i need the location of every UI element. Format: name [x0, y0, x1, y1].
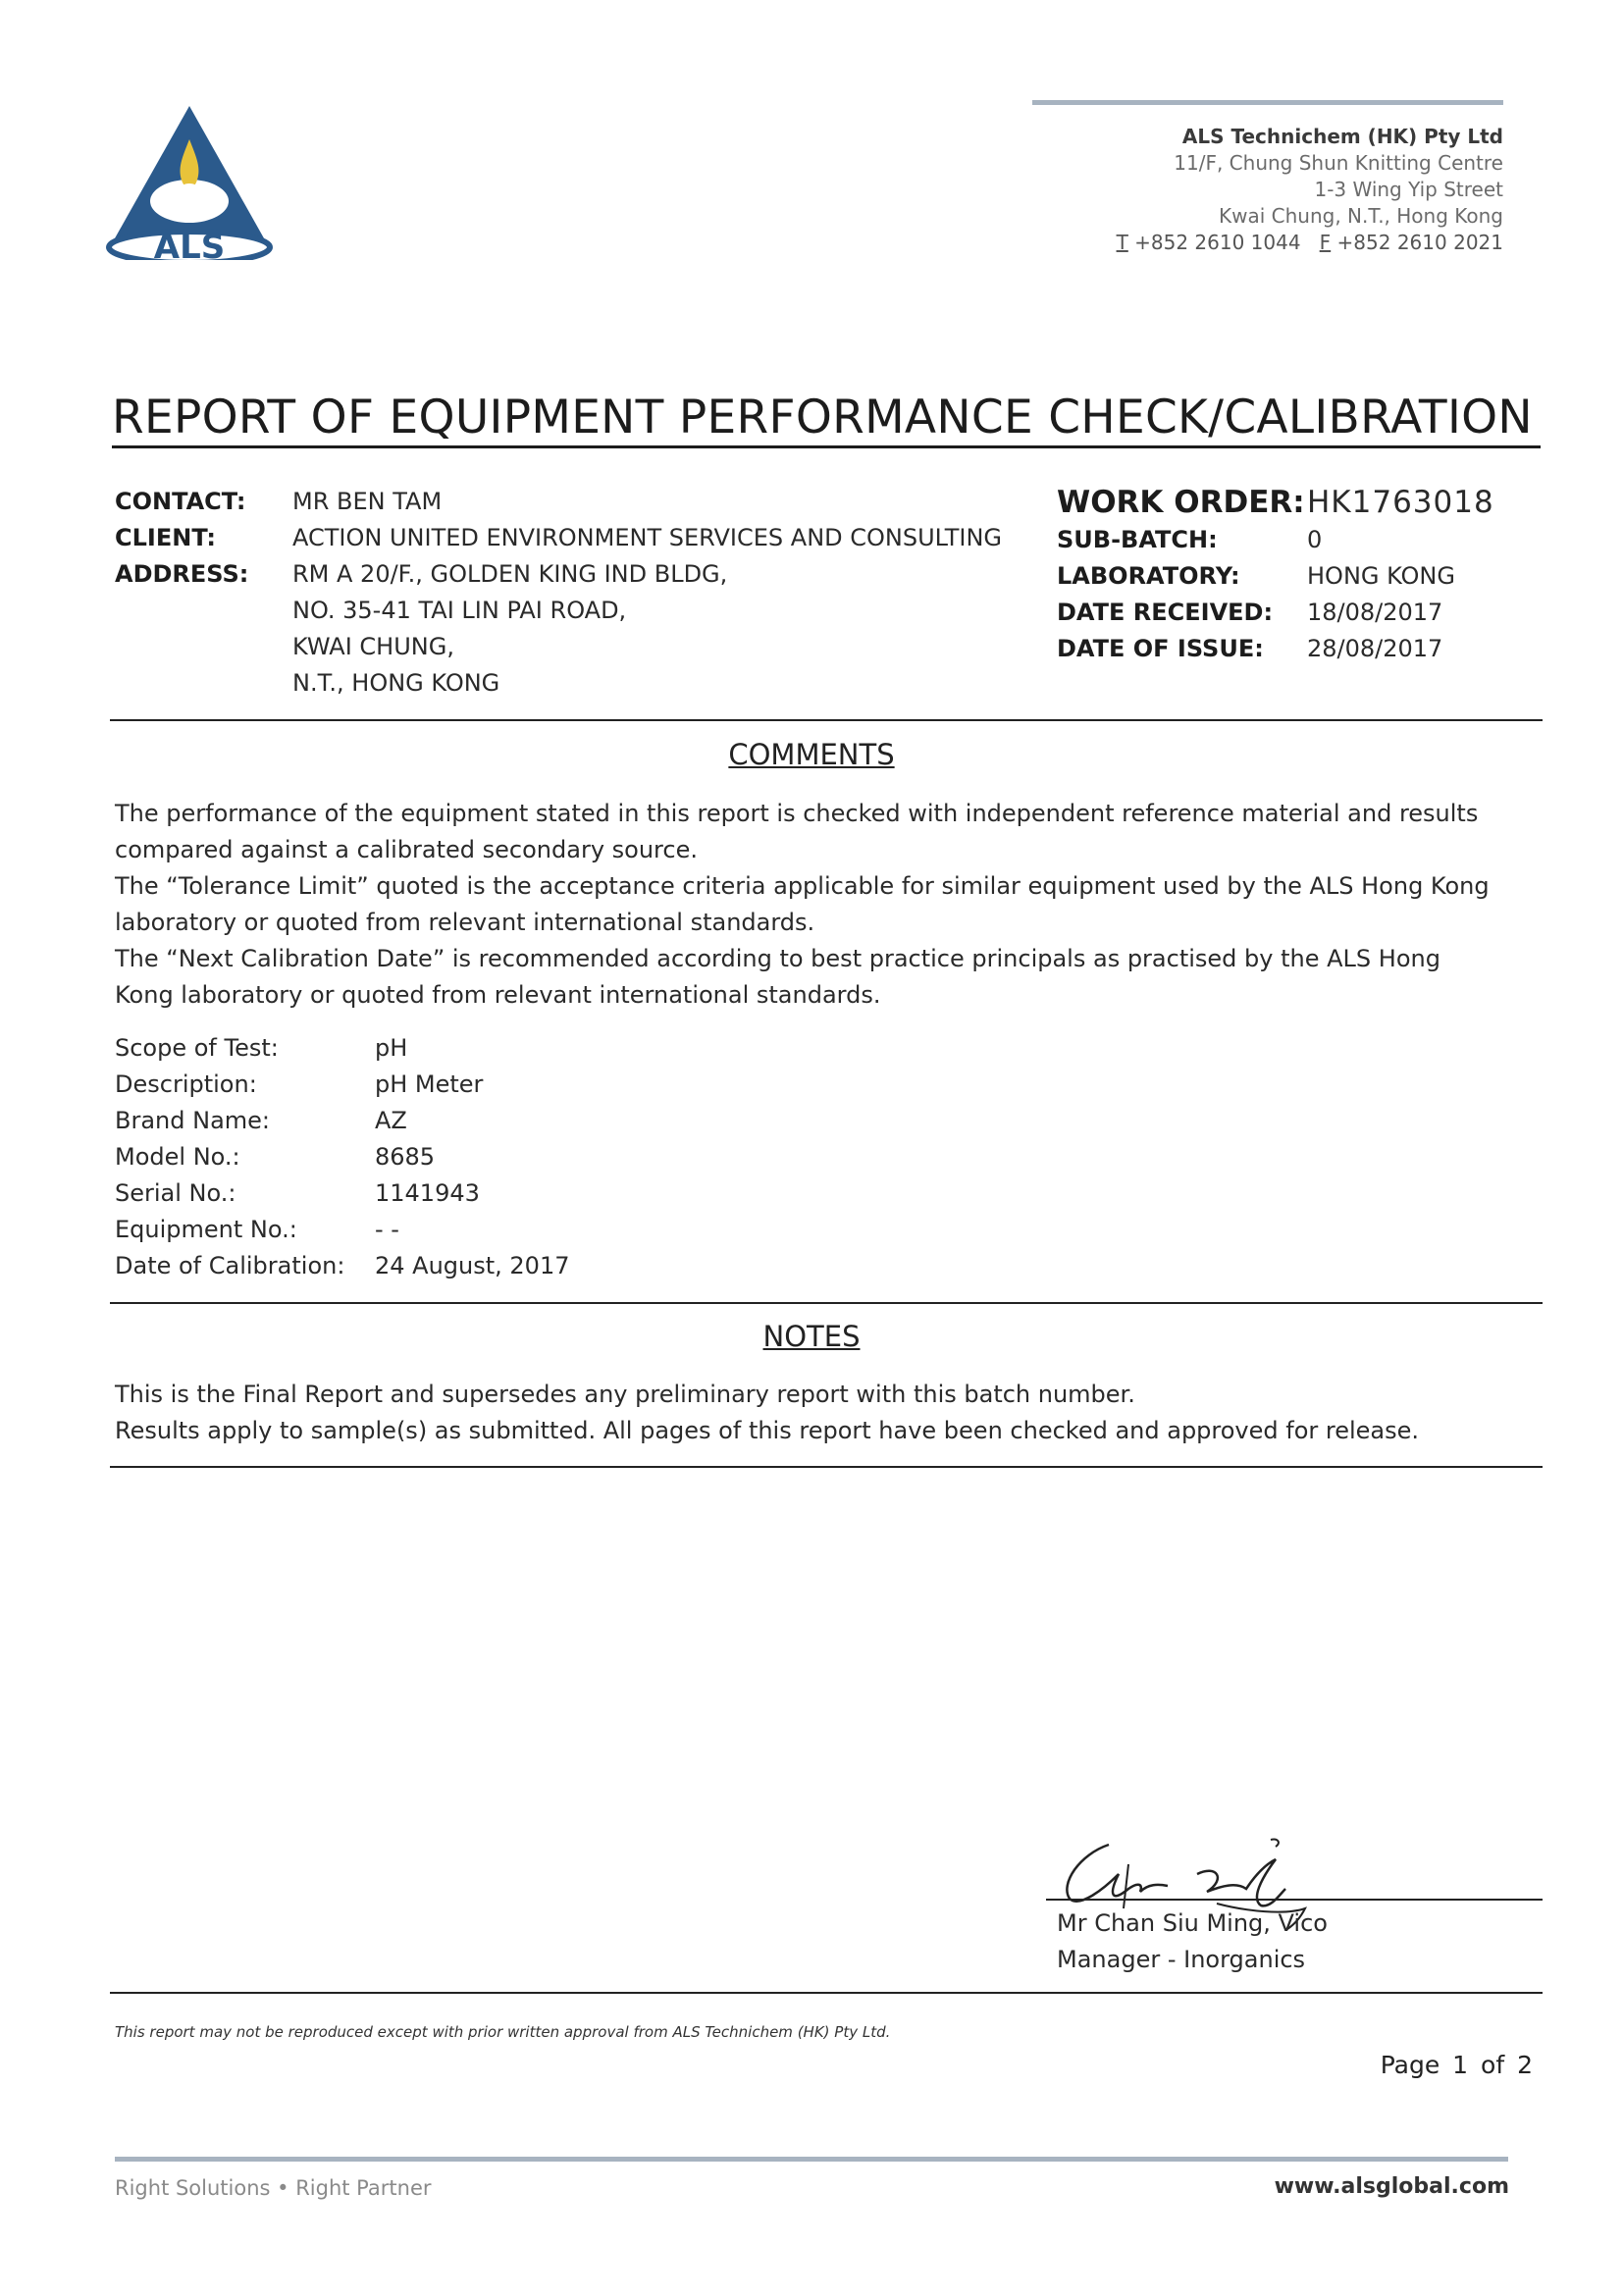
fax-number: +852 2610 2021 — [1336, 231, 1503, 254]
tel-prefix: T — [1116, 231, 1128, 254]
address-line-4: N.T., HONG KONG — [292, 669, 500, 697]
date-received-label: DATE RECEIVED: — [1057, 599, 1274, 626]
page-of: of — [1481, 2051, 1505, 2079]
notes-heading: NOTES — [762, 1320, 861, 1353]
header-top-bar — [1032, 100, 1503, 105]
sub-batch-value: 0 — [1307, 526, 1323, 553]
company-phone-fax — [1117, 230, 1503, 256]
work-order-value: HK1763018 — [1307, 485, 1494, 520]
page-number — [1381, 2051, 1533, 2079]
equipment-no-value: - - — [375, 1216, 399, 1243]
contact-value: MR BEN TAM — [292, 488, 443, 515]
company-name: ALS Technichem (HK) Pty Ltd — [1181, 125, 1503, 148]
divider — [110, 719, 1543, 721]
address-line-2: NO. 35-41 TAI LIN PAI ROAD, — [292, 597, 627, 624]
comments-line-6: Kong laboratory or quoted from relevant international standards. — [115, 981, 881, 1009]
sub-batch-label: SUB-BATCH: — [1057, 526, 1218, 553]
date-of-calibration-label: Date of Calibration: — [115, 1252, 345, 1279]
tagline: Right Solutions • Right Partner — [115, 2176, 432, 2200]
company-address-line-2: 1-3 Wing Yip Street — [1314, 178, 1503, 201]
equipment-values — [375, 1030, 570, 1284]
laboratory-value: HONG KONG — [1307, 562, 1455, 590]
date-of-issue-value: 28/08/2017 — [1307, 635, 1443, 662]
divider — [110, 1466, 1543, 1468]
address-line-1: RM A 20/F., GOLDEN KING IND BLDG, — [292, 560, 728, 588]
serial-no-value: 1141943 — [375, 1179, 480, 1207]
website-link[interactable]: www.alsglobal.com — [1274, 2174, 1509, 2199]
notes-body — [115, 1377, 1547, 1449]
report-title: REPORT OF EQUIPMENT PERFORMANCE CHECK/CALIBRATION — [112, 392, 1541, 448]
comments-body — [115, 796, 1547, 1014]
contact-label: CONTACT: — [115, 488, 246, 515]
equipment-no-label: Equipment No.: — [115, 1216, 297, 1243]
comments-line-4: laboratory or quoted from relevant international standards. — [115, 909, 815, 936]
serial-no-label: Serial No.: — [115, 1179, 236, 1207]
notes-line-1: This is the Final Report and supersedes any preliminary report with this batch number. — [115, 1381, 1135, 1408]
comments-line-3: The “Tolerance Limit” quoted is the acceptance criteria applicable for similar equipment used by the ALS Hong Kong — [115, 872, 1490, 900]
reproduction-note: This report may not be reproduced except with prior written approval from ALS Technichem (HK) Pty Ltd. — [115, 2023, 891, 2041]
tel-number: +852 2610 1044 — [1134, 231, 1301, 254]
page-total: 2 — [1517, 2051, 1533, 2079]
client-value: ACTION UNITED ENVIRONMENT SERVICES AND CONSULTING — [292, 524, 1003, 551]
date-received-value: 18/08/2017 — [1307, 599, 1443, 626]
scope-of-test-value: pH — [375, 1034, 408, 1062]
company-address-line-1: 11/F, Chung Shun Knitting Centre — [1174, 151, 1503, 175]
comments-line-1: The performance of the equipment stated in this report is checked with independent reference material and results — [115, 800, 1479, 827]
fax-prefix: F — [1319, 231, 1332, 254]
comments-line-2: compared against a calibrated secondary source. — [115, 836, 698, 863]
page-current: 1 — [1452, 2051, 1469, 2079]
signature-line — [1046, 1899, 1543, 1901]
page-label: Page — [1380, 2051, 1440, 2079]
date-of-calibration-value: 24 August, 2017 — [375, 1252, 570, 1279]
address-label: ADDRESS: — [115, 560, 249, 588]
address-line-3: KWAI CHUNG, — [292, 633, 454, 660]
footer-bar — [115, 2157, 1508, 2162]
brand-name-value: AZ — [375, 1107, 407, 1134]
equipment-labels — [115, 1030, 344, 1284]
model-no-value: 8685 — [375, 1143, 436, 1171]
comments-line-5: The “Next Calibration Date” is recommended according to best practice principals as practised by the ALS Hong — [115, 945, 1440, 972]
description-value: pH Meter — [375, 1070, 484, 1098]
laboratory-label: LABORATORY: — [1057, 562, 1240, 590]
work-order-label: WORK ORDER: — [1057, 485, 1305, 520]
divider — [110, 1992, 1543, 1994]
signatory-name: Mr Chan Siu Ming, Vico — [1057, 1909, 1328, 1937]
als-flame-triangle-logo-icon — [106, 98, 273, 260]
logo-text: ALS — [153, 228, 226, 260]
company-info — [1117, 124, 1503, 256]
als-logo — [106, 98, 273, 260]
scope-of-test-label: Scope of Test: — [115, 1034, 279, 1062]
brand-name-label: Brand Name: — [115, 1107, 271, 1134]
description-label: Description: — [115, 1070, 257, 1098]
comments-heading: COMMENTS — [728, 738, 895, 771]
date-of-issue-label: DATE OF ISSUE: — [1057, 635, 1264, 662]
company-address-line-3: Kwai Chung, N.T., Hong Kong — [1218, 204, 1503, 228]
divider — [110, 1302, 1543, 1304]
client-label: CLIENT: — [115, 524, 216, 551]
notes-line-2: Results apply to sample(s) as submitted. All pages of this report have been checked and approved for release. — [115, 1417, 1420, 1444]
signatory-position: Manager - Inorganics — [1057, 1946, 1306, 1973]
model-no-label: Model No.: — [115, 1143, 240, 1171]
